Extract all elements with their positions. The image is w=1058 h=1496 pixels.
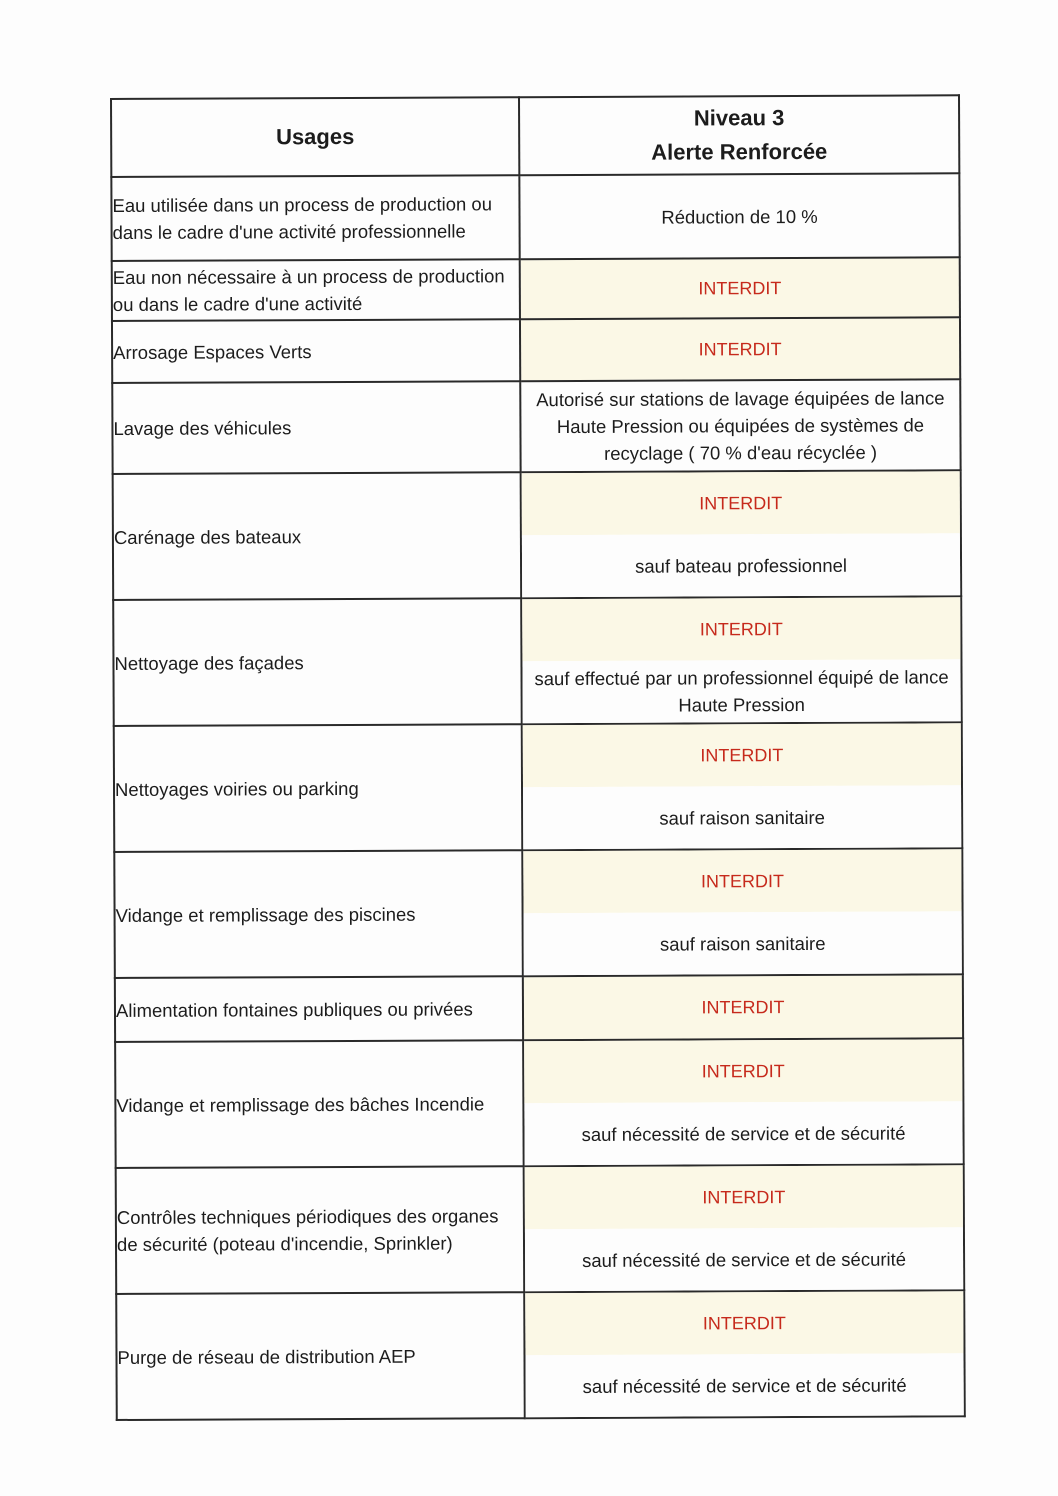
table-row (115, 1038, 964, 1168)
interdit-status: INTERDIT (523, 723, 961, 787)
exception-text: sauf effectué par un professionnel équipé de lance Haute Pression (522, 659, 960, 723)
level-text: Réduction de 10 % (661, 205, 818, 228)
exception-text: sauf raison sanitaire (523, 785, 961, 849)
table-row (113, 470, 962, 600)
interdit-status: INTERDIT (521, 258, 959, 318)
interdit-status: INTERDIT (525, 1165, 963, 1229)
usage-cell: Eau non nécessaire à un process de production ou dans le cadre d'une activité (112, 259, 520, 321)
usage-cell: Alimentation fontaines publiques ou privées (115, 976, 523, 1042)
usage-cell: Contrôles techniques périodiques des organes de sécurité (poteau d'incendie, Sprinkler) (116, 1166, 525, 1294)
level-cell (521, 470, 962, 598)
table-row (112, 257, 960, 321)
level-cell (522, 848, 963, 976)
interdit-status: INTERDIT (521, 318, 959, 380)
header-level-number: Niveau 3 (693, 105, 785, 131)
table-row (116, 1290, 965, 1420)
usage-cell: Carénage des bateaux (113, 472, 522, 600)
level-cell (520, 257, 960, 319)
table-row (114, 848, 963, 978)
table-row (113, 596, 962, 726)
header-usages (111, 97, 519, 177)
header-level-name: Alerte Renforcée (651, 138, 828, 165)
usage-cell: Vidange et remplissage des piscines (114, 850, 523, 978)
usage-cell: Eau utilisée dans un process de production ou dans le cadre d'une activité professionnelle (111, 175, 519, 261)
exception-text: sauf nécessité de service et de sécurité (524, 1101, 962, 1165)
exception-text: sauf bateau professionnel (522, 533, 960, 597)
level-cell (520, 379, 960, 472)
level-cell (521, 596, 962, 724)
usage-cell: Nettoyages voiries ou parking (114, 724, 523, 852)
interdit-status: INTERDIT (524, 975, 962, 1039)
header-level (519, 95, 959, 175)
level-cell (519, 173, 959, 259)
table-row (115, 974, 963, 1042)
header-usages-label: Usages (275, 123, 355, 150)
level-cell (522, 722, 963, 850)
usage-cell: Arrosage Espaces Verts (112, 319, 520, 383)
exception-text: sauf nécessité de service et de sécurité (525, 1227, 963, 1291)
table-row (111, 173, 959, 261)
usage-cell: Purge de réseau de distribution AEP (116, 1292, 525, 1420)
usage-cell: Vidange et remplissage des bâches Incendie (115, 1040, 524, 1168)
table-row (116, 1164, 965, 1294)
table-row (114, 722, 963, 852)
table-header-row (111, 95, 959, 177)
water-usage-restrictions-table (110, 94, 966, 1421)
interdit-status: INTERDIT (525, 1291, 963, 1355)
level-cell (524, 1164, 965, 1292)
exception-text: sauf nécessité de service et de sécurité (525, 1353, 963, 1417)
table-row (112, 379, 960, 474)
table-row (112, 317, 960, 383)
level-cell (520, 317, 960, 381)
interdit-status: INTERDIT (522, 471, 960, 535)
level-cell (524, 1290, 965, 1418)
exception-text: sauf raison sanitaire (524, 911, 962, 975)
level-text: Autorisé sur stations de lavage équipées de lance Haute Pression ou équipées de systèmes de recyclage ( 70 % d'eau récyclée ) (536, 387, 945, 464)
level-cell (523, 1038, 964, 1166)
level-cell (523, 974, 963, 1040)
interdit-status: INTERDIT (524, 1039, 962, 1103)
interdit-status: INTERDIT (522, 597, 960, 661)
usage-cell: Nettoyage des façades (113, 598, 522, 726)
usage-cell: Lavage des véhicules (112, 381, 520, 474)
interdit-status: INTERDIT (523, 849, 961, 913)
